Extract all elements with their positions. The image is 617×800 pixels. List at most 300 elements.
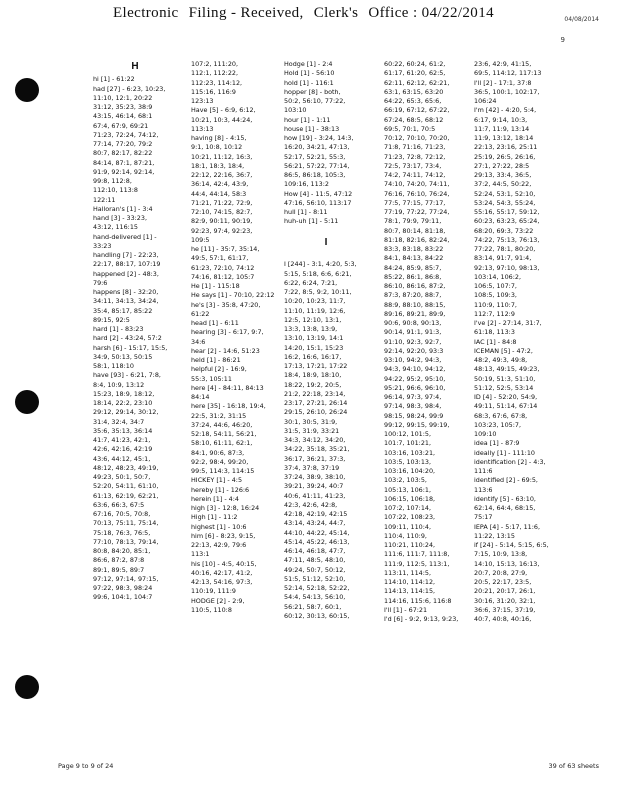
index-entry: 109:16, 113:2 bbox=[284, 180, 329, 189]
index-entry: 23:17, 27:21, 26:14 bbox=[284, 399, 348, 407]
index-entry: 83:3, 83:18, 83:22 bbox=[384, 245, 444, 253]
index-entry: 113:11, 114:5, bbox=[384, 568, 431, 577]
index-entry: ideally [1] - 111:10 bbox=[474, 448, 535, 457]
index-entry: 114:16, 115:6, 116:8 bbox=[384, 596, 452, 605]
index-entry: 40:16, 42:17, 41:2, bbox=[191, 568, 253, 577]
index-entry: 47:11, 48:5, 48:10, bbox=[284, 556, 346, 565]
index-entry: 40:6, 41:11, 41:23, bbox=[284, 491, 346, 500]
index-entry: huh-uh [1] - 5:11 bbox=[284, 217, 339, 226]
index-entry: Hodge [1] - 2:4 bbox=[284, 60, 333, 68]
index-entry: 10:20, 10:23, 11:7, bbox=[284, 297, 346, 306]
index-entry: 99:12, 99:15, 99:19, bbox=[384, 420, 450, 429]
index-entry: 52:24, 53:1, 52:10, bbox=[474, 189, 536, 198]
index-entry: 49:5, 57:1, 61:17, bbox=[191, 254, 249, 263]
section-letter: H bbox=[131, 61, 139, 72]
index-entry: 97:22, 98:3, 98:24 bbox=[93, 584, 153, 592]
index-entry: 74:2, 74:11, 74:12, bbox=[384, 171, 446, 179]
index-entry: 99:6, 104:1, 104:7 bbox=[93, 593, 153, 602]
index-entry: 42:18, 42:19, 42:15 bbox=[284, 510, 348, 518]
index-entry: 92:2, 98:4, 99:20, bbox=[191, 457, 249, 466]
index-entry: 84:1, 84:13, 84:22 bbox=[384, 254, 444, 263]
index-column-3 bbox=[284, 60, 368, 621]
index-entry: 53:24, 54:3, 55:24, bbox=[474, 198, 536, 207]
index-entry: 88:9, 88:10, 88:15, bbox=[384, 300, 446, 309]
index-entry: ID [4] - 52:20, 54:9, bbox=[474, 393, 538, 401]
index-entry: 52:14, 52:18, 52:22, bbox=[284, 584, 350, 592]
index-entry: 31:4, 32:4, 34:7 bbox=[93, 417, 145, 426]
index-entry: 109:5 bbox=[191, 235, 210, 244]
index-entry: 27:1, 27:22, 28:5 bbox=[474, 161, 530, 170]
filing-stamp-header bbox=[0, 5, 617, 22]
index-entry: 77:10, 78:13, 79:14, bbox=[93, 537, 159, 546]
index-entry: 20:7, 20:8, 27:9, bbox=[474, 568, 528, 577]
index-entry: 35:4, 85:17, 85:22 bbox=[93, 306, 153, 315]
index-entry: 111:6 bbox=[474, 467, 493, 475]
index-entry: hard [2] - 43:24, 57:2 bbox=[93, 334, 162, 343]
index-entry: he's [3] - 35:8, 47:20, bbox=[191, 300, 261, 309]
index-entry: I've [2] - 27:14, 31:7, bbox=[474, 319, 542, 327]
index-entry: 17:13, 17:21, 17:22 bbox=[284, 362, 348, 370]
index-entry: 7:22, 8:5, 9:2, 10:11, bbox=[284, 288, 352, 296]
index-entry: 80:8, 84:20, 85:1, bbox=[93, 547, 151, 555]
index-entry: 49:23, 50:1, 50:7, bbox=[93, 473, 151, 481]
index-entry: idea [1] - 87:9 bbox=[474, 439, 520, 448]
index-entry: 95:21, 96:6, 96:10, bbox=[384, 383, 446, 392]
index-entry: 60:23, 63:23, 65:24, bbox=[474, 217, 540, 226]
index-entry: 51:5, 51:12, 52:10, bbox=[284, 574, 346, 583]
index-entry: Halloran's [1] - 3:4 bbox=[93, 204, 153, 213]
index-entry: 9:1, 10:8, 10:12 bbox=[191, 143, 243, 152]
index-entry: identification [2] - 4:3, bbox=[474, 457, 546, 466]
index-entry: 44:4, 44:14, 58:3 bbox=[191, 189, 247, 198]
index-entry: 11:10, 11:19, 12:6, bbox=[284, 306, 346, 315]
index-entry: have [93] - 6:21, 7:8, bbox=[93, 371, 161, 380]
index-entry: 105:13, 106:1, bbox=[384, 485, 431, 494]
index-entry: How [4] - 11:5, 47:12 bbox=[284, 189, 353, 198]
index-entry: 20:5, 22:17, 23:5, bbox=[474, 578, 532, 586]
index-entry: High [1] - 11:2 bbox=[191, 513, 238, 522]
index-entry: 36:17, 36:21, 37:3, bbox=[284, 454, 346, 463]
index-entry: 30:16, 31:20, 32:1, bbox=[474, 596, 536, 605]
index-entry: 83:14, 91:7, 91:4, bbox=[474, 254, 532, 263]
index-entry: 71:23, 72:24, 74:12, bbox=[93, 130, 159, 139]
index-entry: 72:10, 74:15, 82:7, bbox=[191, 208, 253, 216]
index-column-1 bbox=[93, 60, 177, 603]
index-entry: 34:22, 35:18, 35:21, bbox=[284, 445, 350, 454]
index-entry: 97:12, 97:14, 97:15, bbox=[93, 574, 159, 583]
index-entry: 113:13 bbox=[191, 124, 214, 133]
index-entry: 74:16, 81:12, 105:7 bbox=[191, 272, 255, 281]
punch-hole bbox=[15, 78, 39, 102]
index-entry: 39:21, 39:24, 40:7 bbox=[284, 482, 344, 491]
corner-date: 04/08/2014 bbox=[564, 16, 599, 23]
index-entry: here [4] - 84:11, 84:13 bbox=[191, 383, 264, 392]
index-entry: 76:16, 76:10, 76:24, bbox=[384, 189, 450, 198]
index-entry: 74:10, 74:20, 74:11, bbox=[384, 180, 450, 189]
index-entry: 77:14, 77:20, 79:2 bbox=[93, 140, 153, 148]
index-entry: 14:20, 15:1, 15:23 bbox=[284, 343, 344, 352]
index-entry: I [244] - 3:1, 4:20, 5:3, bbox=[284, 260, 357, 269]
index-entry: 33:23 bbox=[93, 241, 112, 250]
index-entry: 110:19, 111:9 bbox=[191, 587, 236, 596]
index-entry: 62:14, 64:4, 68:15, bbox=[474, 504, 536, 512]
index-entry: 113:1 bbox=[191, 550, 210, 559]
index-entry: highest [1] - 10:6 bbox=[191, 522, 247, 531]
index-entry: happens [8] - 32:20, bbox=[93, 288, 159, 296]
punch-hole bbox=[15, 675, 39, 699]
index-entry: 41:7, 41:23, 42:1, bbox=[93, 436, 151, 444]
index-entry: held [1] - 86:21 bbox=[191, 356, 241, 364]
index-entry: 61:17, 61:20, 62:5, bbox=[384, 69, 446, 78]
index-entry: 110:5, 110:8 bbox=[191, 605, 232, 614]
index-entry: 63:1, 63:15, 63:20 bbox=[384, 87, 444, 96]
index-entry: 97:14, 98:3, 98:4, bbox=[384, 402, 442, 411]
index-entry: 58:1, 118:10 bbox=[93, 362, 134, 370]
index-entry: 56:21, 57:22, 77:14, bbox=[284, 161, 350, 170]
index-entry: 15:23, 18:9, 18:12, bbox=[93, 389, 155, 398]
index-entry: 68:20, 69:3, 73:22 bbox=[474, 226, 534, 235]
index-entry: 107:22, 108:23, bbox=[384, 513, 436, 522]
index-entry: 18:4, 18:9, 18:10, bbox=[284, 371, 342, 380]
index-entry: 61:18, 113:3 bbox=[474, 328, 515, 337]
index-entry: 114:13, 114:15, bbox=[384, 587, 436, 596]
index-entry: 40:7, 40:8, 40:16, bbox=[474, 615, 532, 623]
index-entry: 52:20, 54:11, 61:10, bbox=[93, 482, 159, 491]
index-entry: 18:14, 22:2, 23:10 bbox=[93, 399, 153, 407]
index-entry: 109:11, 110:4, bbox=[384, 522, 431, 531]
index-entry: 50:19, 51:3, 51:10, bbox=[474, 374, 536, 383]
index-entry: 85:22, 86:1, 86:8, bbox=[384, 272, 442, 281]
index-entry: 98:15, 98:24, 99:9 bbox=[384, 411, 444, 420]
punch-hole bbox=[15, 390, 39, 414]
index-entry: 64:22, 65:3, 65:6, bbox=[384, 97, 442, 105]
index-entry bbox=[284, 227, 368, 236]
index-entry: 115:16, 116:9 bbox=[191, 87, 236, 96]
index-entry: 58:10, 61:11, 62:1, bbox=[191, 439, 253, 448]
index-entry: 103:5, 103:13, bbox=[384, 457, 431, 466]
index-entry: 16:20, 34:21, 47:13, bbox=[284, 143, 350, 152]
index-entry: 43:6, 44:12, 45:1, bbox=[93, 454, 151, 463]
index-entry: 29:15, 26:10, 26:24 bbox=[284, 408, 348, 417]
index-entry: 77:19, 77:22, 77:24, bbox=[384, 208, 450, 216]
index-entry: 87:3, 87:20, 88:7, bbox=[384, 291, 442, 300]
index-entry: 47:16, 56:10, 113:17 bbox=[284, 198, 352, 207]
index-entry: 34:9, 50:13, 50:15 bbox=[93, 352, 153, 361]
index-entry: 109:10 bbox=[474, 430, 497, 438]
index-entry: 94:3, 94:10, 94:12, bbox=[384, 365, 446, 374]
index-entry: his [10] - 4:5, 40:15, bbox=[191, 559, 257, 568]
index-entry: hard [1] - 83:23 bbox=[93, 325, 144, 333]
index-entry: 48:13, 49:15, 49:23, bbox=[474, 365, 540, 374]
index-entry: Have [5] - 6:9, 6:12, bbox=[191, 106, 256, 115]
index-entry: 70:13, 75:11, 75:14, bbox=[93, 519, 159, 528]
index-entry: 107:2, 107:14, bbox=[384, 504, 431, 512]
index-entry: 49:24, 50:7, 50:12, bbox=[284, 565, 346, 574]
index-entry: hold [1] - 116:1 bbox=[284, 78, 334, 87]
index-entry: 67:24, 68:5, 68:12 bbox=[384, 115, 444, 124]
index-entry: 51:12, 52:5, 53:14 bbox=[474, 383, 534, 392]
index-entry: 68:3, 67:6, 67:8, bbox=[474, 411, 528, 420]
index-entry: 100:12, 101:5, bbox=[384, 430, 431, 438]
index-entry: 80:7, 82:17, 82:22 bbox=[93, 149, 153, 158]
page-range: Page 9 to 9 of 24 bbox=[58, 762, 114, 770]
index-column-2 bbox=[191, 60, 275, 615]
index-entry: 91:9, 92:14, 92:14, bbox=[93, 167, 155, 176]
index-entry: 69:5, 114:12, 117:13 bbox=[474, 69, 542, 78]
index-entry: 103:2, 103:5, bbox=[384, 476, 427, 485]
index-entry: 13:10, 13:19, 14:1 bbox=[284, 334, 344, 343]
index-entry: high [3] - 12:8, 16:24 bbox=[191, 504, 260, 512]
header-part-1: Electronic bbox=[112, 5, 179, 21]
index-entry: 10:21, 10:3, 44:24, bbox=[191, 115, 253, 124]
index-entry: 110:4, 110:9, bbox=[384, 531, 427, 540]
index-entry: hi [1] - 61:22 bbox=[93, 75, 135, 84]
index-entry: 84:14, 87:1, 87:21, bbox=[93, 158, 155, 167]
index-entry: hand [3] - 33:23, bbox=[93, 214, 147, 222]
index-entry: 29:12, 29:14, 30:12, bbox=[93, 408, 159, 417]
index-entry: 6:17, 9:14, 10:3, bbox=[474, 115, 528, 124]
index-entry: 67:4, 67:9, 69:21 bbox=[93, 121, 149, 130]
index-entry: hour [1] - 1:11 bbox=[284, 115, 331, 124]
index-entry: house [1] - 38:13 bbox=[284, 124, 340, 133]
index-entry: 12:5, 12:10, 13:1, bbox=[284, 315, 342, 324]
index-entry: 20:21, 20:17, 26:1, bbox=[474, 587, 536, 596]
index-entry: 8:4, 10:9, 13:12 bbox=[93, 380, 145, 389]
index-entry: 90:6, 90:8, 90:13, bbox=[384, 319, 442, 327]
index-entry: here [35] - 16:18, 19:4, bbox=[191, 402, 266, 411]
index-entry: 29:13, 33:4, 36:5, bbox=[474, 171, 532, 179]
index-entry: 44:10, 44:22, 45:14, bbox=[284, 528, 350, 537]
index-entry: how [19] - 3:24, 14:3, bbox=[284, 134, 354, 142]
index-entry: 103:16, 104:20, bbox=[384, 467, 436, 475]
index-entry: 92:14, 92:20, 93:3 bbox=[384, 346, 444, 355]
index-entry: 35:6, 35:13, 36:14 bbox=[93, 426, 153, 435]
index-entry: 11:22, 13:15 bbox=[474, 531, 515, 540]
index-entry: 49:11, 51:14, 67:14 bbox=[474, 402, 538, 411]
index-column-5 bbox=[474, 60, 558, 624]
index-entry: 43:14, 43:24, 44:7, bbox=[284, 519, 346, 528]
sheet-count: 39 of 63 sheets bbox=[548, 762, 599, 770]
index-entry: 103:14, 106:2, bbox=[474, 272, 521, 281]
index-entry: 48:12, 48:23, 49:19, bbox=[93, 463, 159, 472]
index-entry: 89:1, 89:5, 89:7 bbox=[93, 565, 145, 574]
index-entry: 94:22, 95:2, 95:10, bbox=[384, 374, 446, 383]
index-entry: 56:21, 58:7, 60:1, bbox=[284, 602, 342, 611]
index-entry: herein [1] - 4:4 bbox=[191, 494, 239, 503]
header-part-4: Office : 04/22/2014 bbox=[368, 5, 495, 21]
index-entry: He [1] - 115:18 bbox=[191, 282, 240, 290]
index-entry: 45:14, 45:22, 46:13, bbox=[284, 537, 350, 546]
index-entry: 111:6, 111:7, 111:8, bbox=[384, 550, 450, 559]
index-entry: if [24] - 5:14, 5:15, 6:5, bbox=[474, 541, 549, 549]
index-entry: I'm [42] - 4:20, 5:4, bbox=[474, 106, 537, 115]
index-entry: 99:8, 112:8, bbox=[93, 177, 132, 185]
index-entry: 123:13 bbox=[191, 97, 214, 105]
index-entry: 81:18, 82:16, 82:24, bbox=[384, 235, 450, 244]
index-entry: hull [1] - 8:11 bbox=[284, 208, 328, 216]
index-entry: 90:14, 91:1, 91:3, bbox=[384, 328, 442, 337]
index-entry: 25:19, 26:5, 26:16, bbox=[474, 152, 536, 161]
index-entry: 80:7, 80:14, 81:18, bbox=[384, 226, 446, 235]
index-entry: harsh [6] - 15:17, 15:5, bbox=[93, 343, 168, 352]
section-letter: I bbox=[324, 236, 328, 248]
index-entry: hearing [3] - 6:17, 9:7, bbox=[191, 328, 264, 337]
index-entry: 84:24, 85:9, 85:7, bbox=[384, 263, 442, 272]
index-entry: 37:4, 37:8, 37:19 bbox=[284, 463, 340, 472]
index-entry: 103:10 bbox=[284, 106, 307, 115]
index-entry: 61:22 bbox=[191, 309, 210, 318]
index-entry: 62:11, 62:12, 62:21, bbox=[384, 78, 450, 87]
index-entry: 52:17, 52:21, 55:3, bbox=[284, 152, 346, 161]
index-entry: identified [2] - 69:5, bbox=[474, 476, 538, 485]
index-entry: 77:22, 78:1, 80:20, bbox=[474, 245, 536, 253]
index-entry: 22:12, 22:16, 36:7, bbox=[191, 171, 253, 179]
index-entry: 14:10, 15:13, 16:13, bbox=[474, 559, 540, 568]
index-entry: 60:22, 60:24, 61:2, bbox=[384, 60, 446, 68]
index-entry: I'll [2] - 17:1, 37:8 bbox=[474, 78, 532, 87]
index-entry bbox=[284, 251, 368, 260]
index-entry: 11:7, 11:9, 13:14 bbox=[474, 124, 530, 133]
index-entry: 42:3, 42:6, 42:8, bbox=[284, 500, 338, 509]
index-entry: I'll [1] - 67:21 bbox=[384, 605, 428, 614]
index-entry: 86:10, 86:16, 87:2, bbox=[384, 282, 446, 290]
index-entry: 11:10, 12:1, 20:22 bbox=[93, 93, 153, 102]
header-part-3: Clerk's bbox=[313, 5, 359, 21]
index-entry: 36:14, 42:4, 43:9, bbox=[191, 180, 249, 189]
index-entry: I'd [6] - 9:2, 9:13, 9:23, bbox=[384, 615, 459, 623]
index-entry: 11:9, 13:12, 18:14 bbox=[474, 134, 534, 142]
index-entry: 21:2, 22:18, 23:14, bbox=[284, 389, 346, 398]
index-entry: 82:9, 90:11, 90:19, bbox=[191, 217, 253, 226]
index-entry: 13:3, 13:8, 13:9, bbox=[284, 325, 338, 333]
index-entry: 86:5, 86:18, 105:3, bbox=[284, 171, 346, 179]
corner-mark: 9 bbox=[560, 36, 565, 44]
index-entry: 93:10, 94:2, 94:3, bbox=[384, 356, 442, 364]
index-entry: hereby [1] - 126:6 bbox=[191, 485, 250, 494]
index-entry: 96:14, 97:3, 97:4, bbox=[384, 393, 442, 401]
index-entry: 75:18, 76:3, 76:5, bbox=[93, 528, 151, 537]
index-entry: 61:23, 72:10, 74:12 bbox=[191, 263, 255, 272]
index-entry: 110:21, 110:24, bbox=[384, 541, 436, 549]
index-entry: 10:21, 11:12, 16:3, bbox=[191, 152, 253, 161]
index-entry: 108:5, 109:3, bbox=[474, 291, 517, 300]
index-entry: 70:12, 70:10, 70:20, bbox=[384, 134, 450, 142]
index-entry: identify [5] - 63:10, bbox=[474, 494, 536, 503]
index-entry: 54:4, 54:13, 56:10, bbox=[284, 593, 346, 602]
index-entry: 111:9, 112:5, 113:1, bbox=[384, 559, 450, 568]
index-entry: 84:14 bbox=[191, 393, 210, 401]
index-entry: 6:22, 6:24, 7:21, bbox=[284, 278, 338, 287]
index-entry: 42:13, 54:16, 97:3, bbox=[191, 578, 253, 586]
index-entry: He says [1] - 70:10, 22:12 bbox=[191, 291, 275, 300]
index-entry: 60:12, 30:13, 60:15, bbox=[284, 611, 350, 620]
index-entry: 103:16, 103:21, bbox=[384, 448, 436, 457]
index-entry: 36:6, 37:15, 37:19, bbox=[474, 605, 536, 614]
index-entry: 55:3, 105:11 bbox=[191, 374, 232, 383]
index-entry: 77:5, 77:15, 77:17, bbox=[384, 198, 446, 207]
index-entry: him [6] - 8:23, 9:15, bbox=[191, 531, 256, 540]
index-entry: 91:10, 92:3, 92:7, bbox=[384, 337, 442, 346]
index-entry: 63:6, 66:3, 67:5 bbox=[93, 500, 145, 509]
index-entry: 110:9, 110:7, bbox=[474, 300, 517, 309]
index-entry: HICKEY [1] - 4:5 bbox=[191, 476, 243, 485]
index-entry: 50:2, 56:10, 77:22, bbox=[284, 97, 346, 105]
index-entry: 30:1, 30:5, 31:9, bbox=[284, 417, 338, 426]
index-entry: Hold [1] - 56:10 bbox=[284, 69, 335, 78]
index-entry: 106:24 bbox=[474, 97, 497, 105]
index-entry: having [8] - 4:15, bbox=[191, 134, 247, 142]
index-entry: 122:11 bbox=[93, 195, 116, 204]
index-entry: 43:12, 116:15 bbox=[93, 223, 138, 232]
index-entry: happened [2] - 48:3, bbox=[93, 269, 159, 278]
index-entry: 31:5, 31:9, 33:21 bbox=[284, 426, 340, 435]
index-entry: 31:12, 35:23, 38:9 bbox=[93, 103, 153, 111]
index-entry: 69:5, 70:1, 70:5 bbox=[384, 124, 436, 133]
index-entry: 71:21, 71:22, 72:9, bbox=[191, 198, 253, 207]
index-entry: 112:1, 112:22, bbox=[191, 69, 238, 78]
index-entry: 5:15, 5:18, 6:6, 6:21, bbox=[284, 269, 352, 278]
index-entry: 106:15, 106:18, bbox=[384, 494, 436, 503]
index-entry: 61:13, 62:19, 62:21, bbox=[93, 491, 159, 500]
index-entry: ICEMAN [5] - 47:2, bbox=[474, 346, 533, 355]
index-entry: 78:1, 79:9, 79:11, bbox=[384, 217, 442, 226]
index-entry: 55:16, 55:17, 59:12, bbox=[474, 208, 540, 216]
index-entry: 18:22, 19:2, 20:5, bbox=[284, 380, 342, 389]
index-entry: 89:15, 92:5 bbox=[93, 315, 130, 324]
index-entry: 22:5, 31:2, 31:15 bbox=[191, 411, 247, 420]
index-entry: 92:13, 97:10, 98:13, bbox=[474, 263, 540, 272]
index-entry: 112:23, 114:12, bbox=[191, 78, 243, 87]
header-part-2: Filing - Received, bbox=[188, 5, 304, 21]
index-entry: 103:23, 105:7, bbox=[474, 420, 521, 429]
index-entry: 89:16, 89:21, 89:9, bbox=[384, 309, 446, 318]
index-entry: 48:2, 49:3, 49:8, bbox=[474, 356, 528, 364]
index-entry: 71:8, 71:16, 71:23, bbox=[384, 143, 446, 152]
index-entry: 18:1, 18:3, 18:4, bbox=[191, 161, 245, 170]
index-entry: he [11] - 35:7, 35:14, bbox=[191, 245, 260, 253]
index-entry: 22:17, 88:17, 107:19 bbox=[93, 260, 161, 269]
index-entry: 74:22, 75:13, 76:13, bbox=[474, 235, 540, 244]
index-entry: 43:15, 46:14, 68:1 bbox=[93, 112, 153, 121]
index-entry: handling [7] - 22:23, bbox=[93, 251, 159, 259]
index-entry: 37:24, 38:9, 38:10, bbox=[284, 473, 346, 481]
index-entry: 79:6 bbox=[93, 278, 108, 287]
index-entry: 7:15, 10:9, 13:8, bbox=[474, 550, 528, 559]
index-entry: 37:24, 44:6, 46:20, bbox=[191, 420, 253, 429]
index-entry: hopper [8] - both, bbox=[284, 87, 341, 96]
index-entry: 107:2, 111:20, bbox=[191, 60, 238, 68]
index-entry: 112:7, 112:9 bbox=[474, 309, 515, 318]
index-entry: 34:6 bbox=[191, 337, 206, 346]
index-entry: 71:23, 72:8, 72:12, bbox=[384, 152, 446, 161]
index-entry: 112:10, 113:8 bbox=[93, 186, 138, 195]
index-entry: 106:5, 107:7, bbox=[474, 282, 517, 290]
index-entry: 99:5, 114:3, 114:15 bbox=[191, 467, 255, 475]
index-entry: 34:3, 34:12, 34:20, bbox=[284, 436, 346, 444]
index-entry: 92:23, 97:4, 92:23, bbox=[191, 226, 253, 235]
index-entry: hand-delivered [1] - bbox=[93, 232, 157, 241]
index-entry: 101:7, 101:21, bbox=[384, 439, 431, 448]
index-entry: IAC [1] - 84:8 bbox=[474, 337, 517, 346]
index-entry: 37:2, 44:5, 50:22, bbox=[474, 180, 532, 189]
index-entry: hear [2] - 14:6, 51:23 bbox=[191, 346, 260, 355]
index-entry: helpful [2] - 16:9, bbox=[191, 365, 247, 374]
index-entry: 66:19, 67:12, 67:22, bbox=[384, 106, 450, 115]
index-entry: 113:6 bbox=[474, 485, 493, 494]
index-entry: 86:6, 87:2, 87:8 bbox=[93, 556, 145, 565]
index-entry: 34:11, 34:13, 34:24, bbox=[93, 297, 159, 306]
index-entry: 114:10, 114:12, bbox=[384, 578, 436, 586]
